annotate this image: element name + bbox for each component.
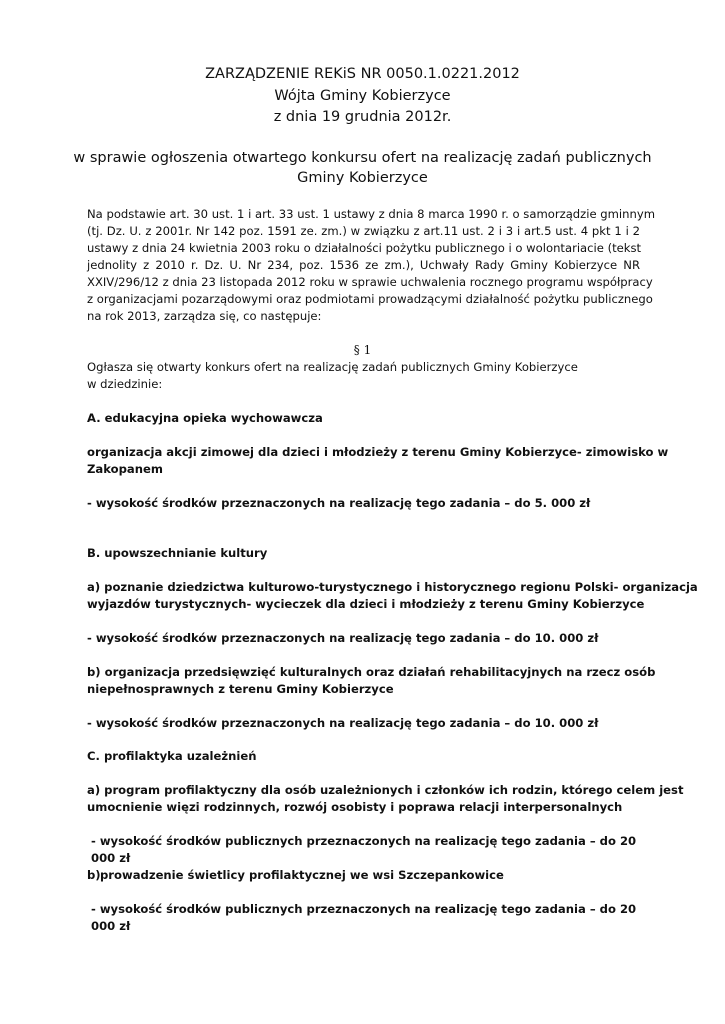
task-line: umocnienie więzi rodzinnych, rozwój osobisty i poprawa relacji interpersonalnych	[87, 800, 623, 814]
preamble	[87, 206, 656, 325]
list-marker: b)	[87, 868, 101, 882]
section1-intro-line: w dziedzinie:	[87, 377, 163, 391]
category-b-task-a	[87, 579, 698, 613]
task-line: wyjazdów turystycznych- wycieczek dla dzieci i młodzieży z terenu Gminy Kobierzyce	[87, 597, 645, 611]
category-c-amount-a: - wysokość środków publicznych przeznaczonych na realizację tego zadania – do 20 000 zł	[91, 834, 637, 865]
preamble-line: ustawy z dnia 24 kwietnia 2003 roku o działalności pożytku publicznego i o wolontariacie (tekst	[87, 241, 642, 255]
category-c-task-a	[87, 782, 684, 816]
task-line: niepełnosprawnych z terenu Gminy Kobierzyce	[87, 682, 394, 696]
category-b-amount-b: - wysokość środków przeznaczonych na realizację tego zadania – do 10. 000 zł	[87, 716, 599, 730]
task-line: b) organizacja przedsięwzięć kulturalnych oraz działań rehabilitacyjnych na rzecz osób	[87, 665, 656, 679]
task-line: prowadzenie świetlicy profilaktycznej we wsi Szczepankowice	[100, 868, 504, 882]
category-a-task	[87, 444, 669, 478]
category-b-heading: B. upowszechnianie kultury	[87, 546, 268, 560]
category-c-task-b	[87, 867, 640, 884]
task-line: a) program profilaktyczny dla osób uzależnionych i członków ich rodzin, którego celem jest	[87, 783, 684, 797]
preamble-line: Na podstawie art. 30 ust. 1 i art. 33 ust. 1 ustawy z dnia 8 marca 1990 r. o samorządzie gminnym	[87, 207, 656, 221]
task-line: organizacja akcji zimowej dla dzieci i młodzieży z terenu Gminy Kobierzyce- zimowisko w	[87, 445, 669, 459]
category-a-heading: A. edukacyjna opieka wychowawcza	[87, 411, 323, 425]
category-b-task-b	[87, 664, 656, 698]
task-line: Zakopanem	[87, 462, 163, 476]
subject-line-2: Gminy Kobierzyce	[297, 170, 428, 186]
category-c-heading: C. profilaktyka uzależnień	[87, 749, 257, 763]
category-c-amount-b: - wysokość środków publicznych przeznaczonych na realizację tego zadania – do 20 000 zł	[91, 902, 637, 933]
preamble-line: na rok 2013, zarządza się, co następuje:	[87, 309, 322, 323]
preamble-line: (tj. Dz. U. z 2001r. Nr 142 poz. 1591 ze. zm.) w związku z art.11 ust. 2 i 3 i art.5 ust. 4 pkt 1 i 2	[87, 224, 640, 238]
category-b-amount-a: - wysokość środków przeznaczonych na realizację tego zadania – do 10. 000 zł	[87, 631, 599, 645]
preamble-line: jednolity z 2010 r. Dz. U. Nr 234, poz. 1536 ze zm.), Uchwały Rady Gminy Kobierzyce NR	[87, 258, 640, 272]
task-line: a) poznanie dziedzictwa kulturowo-turystycznego i historycznego regionu Polski- organizacja	[87, 580, 698, 594]
document-title: ZARZĄDZENIE REKiS NR 0050.1.0221.2012	[205, 66, 520, 82]
document-issuer: Wójta Gminy Kobierzyce	[274, 88, 451, 104]
preamble-line: z organizacjami pozarządowymi oraz podmiotami prowadzącymi działalność pożytku publicznego	[87, 292, 653, 306]
paragraph-sign: § 1	[353, 343, 372, 357]
preamble-line: XXIV/296/12 z dnia 23 listopada 2012 roku w sprawie uchwalenia rocznego programu współpracy	[87, 275, 653, 289]
subject-line-1: w sprawie ogłoszenia otwartego konkursu ofert na realizację zadań publicznych	[73, 150, 652, 166]
document-date: z dnia 19 grudnia 2012r.	[273, 109, 452, 125]
section1-intro	[87, 359, 640, 393]
section1-intro-line: Ogłasza się otwarty konkurs ofert na realizację zadań publicznych Gminy Kobierzyce	[87, 360, 578, 374]
category-a-amount: - wysokość środków przeznaczonych na realizację tego zadania – do 5. 000 zł	[87, 496, 591, 510]
